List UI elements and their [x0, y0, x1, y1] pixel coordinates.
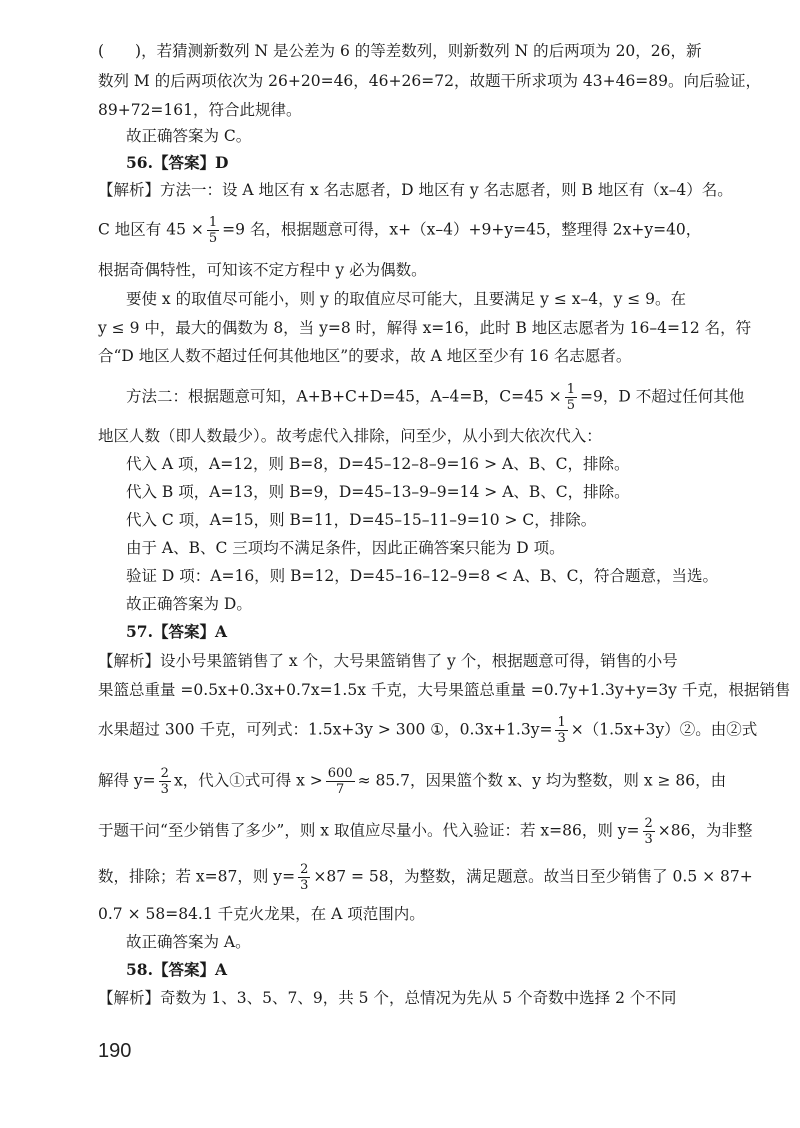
- fraction: [643, 816, 655, 847]
- text-line-with-fraction: [98, 816, 753, 847]
- text-line: 地区人数（即人数最少）。故考虑代入排除，问至少，从小到大依次代入：: [98, 427, 602, 445]
- text-segment: 解得 y=: [98, 771, 156, 790]
- text-line: 故正确答案为 C。: [126, 127, 252, 145]
- text-line-with-fraction: [98, 766, 726, 797]
- text-line: 故正确答案为 D。: [126, 595, 252, 613]
- fraction: [555, 715, 567, 746]
- fraction-denominator: 3: [644, 832, 653, 847]
- fraction-numerator: 1: [557, 715, 566, 730]
- fraction: [565, 382, 577, 413]
- text-line: 【解析】方法一：设 A 地区有 x 名志愿者，D 地区有 y 名志愿者，则 B 地区有（x–4）名。: [98, 181, 733, 199]
- fraction-denominator: 7: [336, 782, 345, 797]
- text-line-with-fraction: [98, 715, 758, 746]
- text-line: 【解析】奇数为 1、3、5、7、9，共 5 个，总情况为先从 5 个奇数中选择 2 个不同: [98, 989, 677, 1007]
- text-segment: 数，排除；若 x=87，则 y=: [98, 867, 296, 886]
- text-segment: x，代入①式可得 x >: [173, 771, 323, 790]
- text-segment: 方法二：根据题意可知，A+B+C+D=45，A–4=B，C=45 ×: [126, 387, 562, 406]
- text-line-with-fraction: [98, 862, 753, 893]
- fraction-denominator: 5: [566, 398, 575, 413]
- fraction-numerator: 600: [327, 766, 353, 781]
- text-line: y ≤ 9 中，最大的偶数为 8，当 y=8 时，解得 x=16，此时 B 地区志愿者为 16–4=12 名，符: [98, 319, 752, 337]
- text-line: 【解析】设小号果篮销售了 x 个，大号果篮销售了 y 个，根据题意可得，销售的小号: [98, 652, 678, 670]
- text-line: 合“D 地区人数不超过任何其他地区”的要求，故 A 地区至少有 16 名志愿者。: [98, 347, 632, 365]
- answer-heading-57: 57.【答案】A: [126, 622, 227, 641]
- page-number: 190: [98, 1040, 132, 1062]
- fraction-denominator: 5: [208, 231, 218, 246]
- text-segment: ×（1.5x+3y）②。由②式: [570, 720, 758, 739]
- text-segment: 于题干问“至少销售了多少”，则 x 取值应尽量小。代入验证：若 x=86，则 y=: [98, 821, 640, 840]
- answer-heading-56: 56.【答案】D: [126, 153, 229, 172]
- fraction-denominator: 3: [557, 731, 566, 746]
- text-line: 验证 D 项：A=16，则 B=12，D=45–16–12–9=8 < A、B、C，符合题意，当选。: [126, 567, 719, 585]
- text-line: 代入 C 项，A=15，则 B=11，D=45–15–11–9=10 > C，排除。: [126, 511, 597, 529]
- text-segment: ×87 = 58，为整数，满足题意。故当日至少销售了 0.5 × 87+: [313, 867, 753, 886]
- text-segment: 水果超过 300 千克，可列式：1.5x+3y > 300 ①，0.3x+1.3y=: [98, 720, 553, 739]
- text-segment: =9，D 不超过任何其他: [580, 387, 745, 406]
- text-line: 0.7 × 58=84.1 千克火龙果，在 A 项范围内。: [98, 905, 425, 923]
- text-line: 由于 A、B、C 三项均不满足条件，因此正确答案只能为 D 项。: [126, 539, 565, 557]
- fraction: [207, 215, 219, 246]
- fraction-denominator: 3: [300, 878, 309, 893]
- fraction-numerator: 2: [644, 816, 653, 831]
- answer-heading-58: 58.【答案】A: [126, 960, 227, 979]
- text-line: ( )，若猜测新数列 N 是公差为 6 的等差数列，则新数列 N 的后两项为 20，26，新: [98, 42, 702, 60]
- fraction: [159, 766, 171, 797]
- text-line: 代入 B 项，A=13，则 B=9，D=45–13–9–9=14 > A、B、C，排除。: [126, 483, 630, 501]
- text-line: 根据奇偶特性，可知该不定方程中 y 必为偶数。: [98, 261, 427, 279]
- text-line: 要使 x 的取值尽可能小，则 y 的取值应尽可能大，且要满足 y ≤ x–4，y ≤ 9。在: [126, 290, 687, 308]
- text-line: 果篮总重量 =0.5x+0.3x+0.7x=1.5x 千克，大号果篮总重量 =0.7y+1.3y+y=3y 千克，根据销售: [98, 681, 791, 699]
- fraction-numerator: 1: [208, 215, 218, 230]
- fraction-denominator: 3: [160, 782, 169, 797]
- fraction-numerator: 1: [566, 382, 575, 397]
- text-segment: ≈ 85.7，因果篮个数 x、y 均为整数，则 x ≥ 86，由: [357, 771, 727, 790]
- text-line-with-fraction: [126, 382, 745, 413]
- fraction-numerator: 2: [160, 766, 169, 781]
- text-segment: ×86，为非整: [657, 821, 753, 840]
- fraction-numerator: 2: [300, 862, 309, 877]
- text-line: 89+72=161，符合此规律。: [98, 101, 302, 119]
- text-line: 故正确答案为 A。: [126, 933, 251, 951]
- text-segment: C 地区有 45 ×: [98, 220, 204, 239]
- text-line: 代入 A 项，A=12，则 B=8，D=45–12–8–9=16 > A、B、C，排除。: [126, 455, 630, 473]
- fraction: [326, 766, 355, 797]
- text-line: 数列 M 的后两项依次为 26+20=46，46+26=72，故题干所求项为 43+46=89。向后验证，: [98, 72, 762, 90]
- fraction: [298, 862, 310, 893]
- text-line-with-fraction: [98, 215, 726, 246]
- text-segment: =9 名，根据题意可得，x+（x–4）+9+y=45，整理得 2x+y=40，: [222, 220, 702, 239]
